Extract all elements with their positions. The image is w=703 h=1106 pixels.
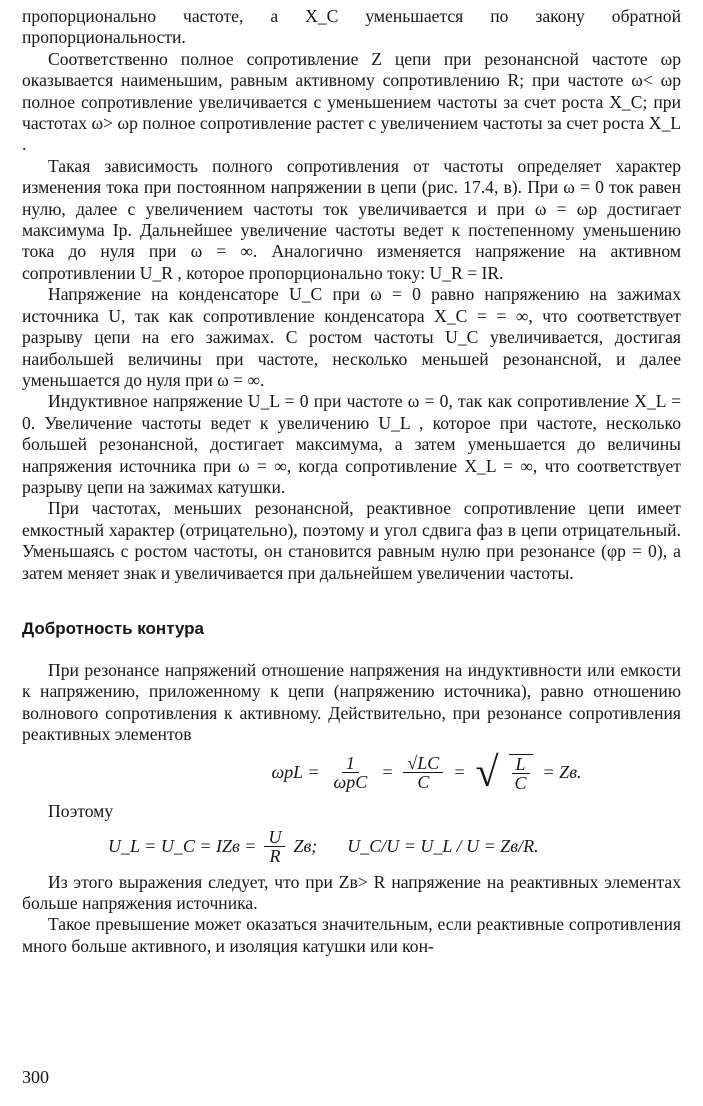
paragraph-2: Соответственно полное сопротивление Z цепи при резонансной частоте ωр оказывается наименьшим, равным активному сопротивлению R; при частоте ω< ωр полное сопротивление увеличивается с уменьшением частоты за счет роста X_C; при частотах ω> ωр полное сопротивление растет с увеличением частоты за счет роста X_L . <box>22 48 681 155</box>
heading-spacer <box>22 640 681 660</box>
formula1-fraction-1 <box>330 754 372 791</box>
paragraph-7: При резонансе напряжений отношение напряжения на индуктивности или емкости к напряжению, приложенному к цепи (напряжению источника), равно отношению волнового сопротивления к активному. Действительно, при резонансе сопротивления реактивных элементов <box>22 659 681 745</box>
section-heading: Добротность контура <box>22 618 205 638</box>
paragraph-4: Напряжение на конденсаторе U_C при ω = 0 равно напряжению на зажимах источника U, так как сопротивление конденсатора X_C = = ∞, что соответствует разрыву цепи на его зажимах. С ростом частоты U_C увеличивается, достигая наибольшей величины при частоте, несколько меньшей резонансной, и далее уменьшается до нуля при ω = ∞. <box>22 284 681 390</box>
formula1-equals-1: = <box>381 762 394 783</box>
formula2-part3: U_C/U = U_L / U = Zв/R. <box>347 836 539 857</box>
paragraph-1: пропорционально частоте, а X_C уменьшается по закону обратной пропорциональности. <box>22 6 681 48</box>
formula1-fraction-3 <box>509 754 533 792</box>
paragraph-9: Такое превышение может оказаться значительным, если реактивные сопротивления много больше активного, и изоляция катушки или кон- <box>22 914 681 956</box>
paragraph-5: Индуктивное напряжение U_L = 0 при частоте ω = 0, так как сопротивление X_L = 0. Увеличение частоты ведет к увеличению U_L , которое при частоте, несколько большей резонансной, достигает максимума, а затем уменьшается до величины напряжения источника при ω = ∞, когда сопротивление X_L = ∞, что соответствует разрыву цепи на зажимах катушки. <box>22 391 681 497</box>
formula1-frac2-numerator: √LC <box>403 754 443 773</box>
formula2-part1: U_L = U_C = IZв = <box>108 836 257 857</box>
formula1-rhs: = Zв. <box>542 762 582 783</box>
section-spacer <box>22 584 681 618</box>
formula2-denominator: R <box>269 846 281 867</box>
formula1-lhs: ωрL = <box>271 762 320 783</box>
formula1-frac3-numerator: L <box>512 755 530 774</box>
therefore-label: Поэтому <box>48 800 114 821</box>
formula-resonance-impedance <box>22 746 681 800</box>
formula1-fraction-2 <box>403 754 443 791</box>
formula2-part2: Zв; <box>293 836 318 857</box>
formula1-frac2-denominator: C <box>417 772 430 793</box>
paragraph-6: При частотах, меньших резонансной, реактивное сопротивление цепи имеет емкостный характер (отрицательно), поэтому и угол сдвига фаз в цепи отрицательный. Уменьшаясь с ростом частоты, он становится равным нулю при резонансе (φр = 0), а затем меняет знак и увеличивается при дальнейшем увеличении частоты. <box>22 498 681 583</box>
formula1-frac3-denominator: C <box>514 772 527 793</box>
formula2-numerator: U <box>264 828 285 847</box>
square-root-sign: √ <box>475 749 499 796</box>
paragraph-8: Из этого выражения следует, что при Zв> R напряжение на реактивных элементах больше напряжения источника. <box>22 871 681 913</box>
formula1-equals-2: = <box>453 762 466 783</box>
formula1-frac1-numerator: 1 <box>342 754 359 773</box>
formula2-fraction <box>264 828 285 865</box>
formula-voltage-ratio <box>22 822 681 872</box>
formula1-frac1-denominator: ωрC <box>333 772 368 793</box>
paragraph-3: Такая зависимость полного сопротивления от частоты определяет характер изменения тока при постоянном напряжении в цепи (рис. 17.4, в). При ω = 0 ток равен нулю, далее с увеличением частоты ток увеличивается и при ω = ωр достигает максимума Iр. Дальнейшее увеличение частоты ведет к постепенному уменьшению тока до нуля при ω = ∞. Аналогично изменяется напряжение на активном сопротивлении U_R , которое пропорционально току: U_R = IR. <box>22 155 681 283</box>
page-number: 300 <box>22 1067 49 1087</box>
